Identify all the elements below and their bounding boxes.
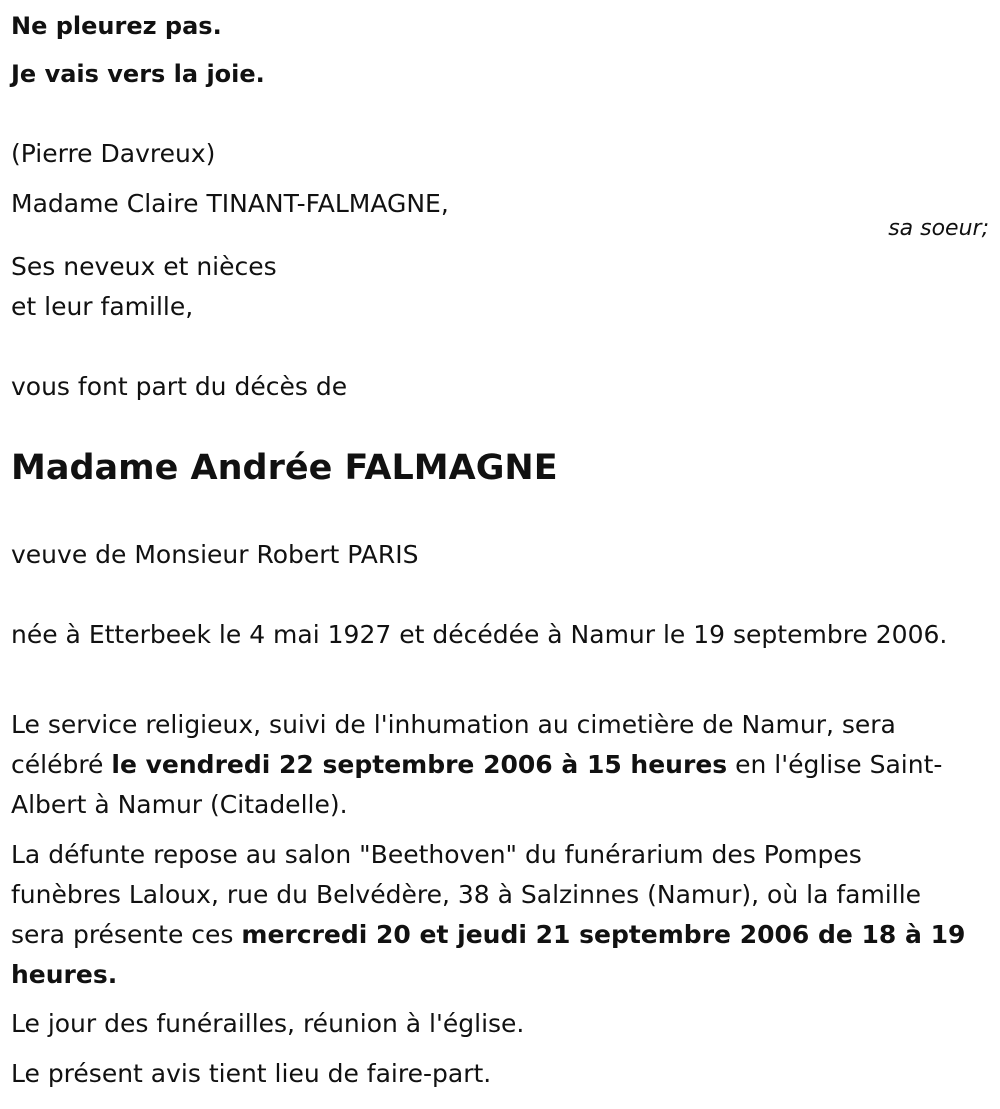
notice-note: Le présent avis tient lieu de faire-part.: [11, 1059, 492, 1088]
widow-of: veuve de Monsieur Robert PARIS: [11, 540, 419, 569]
service-text-after: en l'église Saint-Albert à Namur (Citadelle).: [11, 750, 943, 819]
nephews-line-2: et leur famille,: [11, 292, 194, 321]
service-date: le vendredi 22 septembre 2006 à 15 heures: [111, 750, 728, 779]
sister-relation: sa soeur;: [888, 216, 989, 241]
visitation-dates: mercredi 20 et jeudi 21 septembre 2006 de 18 à 19 heures.: [11, 920, 966, 989]
service-text-before: Le service religieux, suivi de l'inhumation au cimetière de Namur, sera célébré: [11, 710, 896, 779]
sister-name: Madame Claire TINANT-FALMAGNE,: [11, 189, 449, 218]
nephews-line-1: Ses neveux et nièces: [11, 252, 277, 281]
quote-author: (Pierre Davreux): [11, 139, 216, 168]
visitation-paragraph: [11, 835, 971, 995]
quote-line-1: Ne pleurez pas.: [11, 12, 222, 40]
visitation-text-before: La défunte repose au salon "Beethoven" du funérarium des Pompes funèbres Laloux, rue du Belvédère, 38 à Salzinnes (Namur), où la famille sera présente ces: [11, 840, 922, 949]
deceased-name: Madame Andrée FALMAGNE: [11, 448, 558, 488]
announcement-intro: vous font part du décès de: [11, 372, 348, 401]
meeting-note: Le jour des funérailles, réunion à l'église.: [11, 1009, 525, 1038]
service-paragraph: [11, 705, 971, 825]
birth-death-dates: née à Etterbeek le 4 mai 1927 et décédée à Namur le 19 septembre 2006.: [11, 620, 948, 649]
quote-line-2: Je vais vers la joie.: [11, 60, 265, 88]
